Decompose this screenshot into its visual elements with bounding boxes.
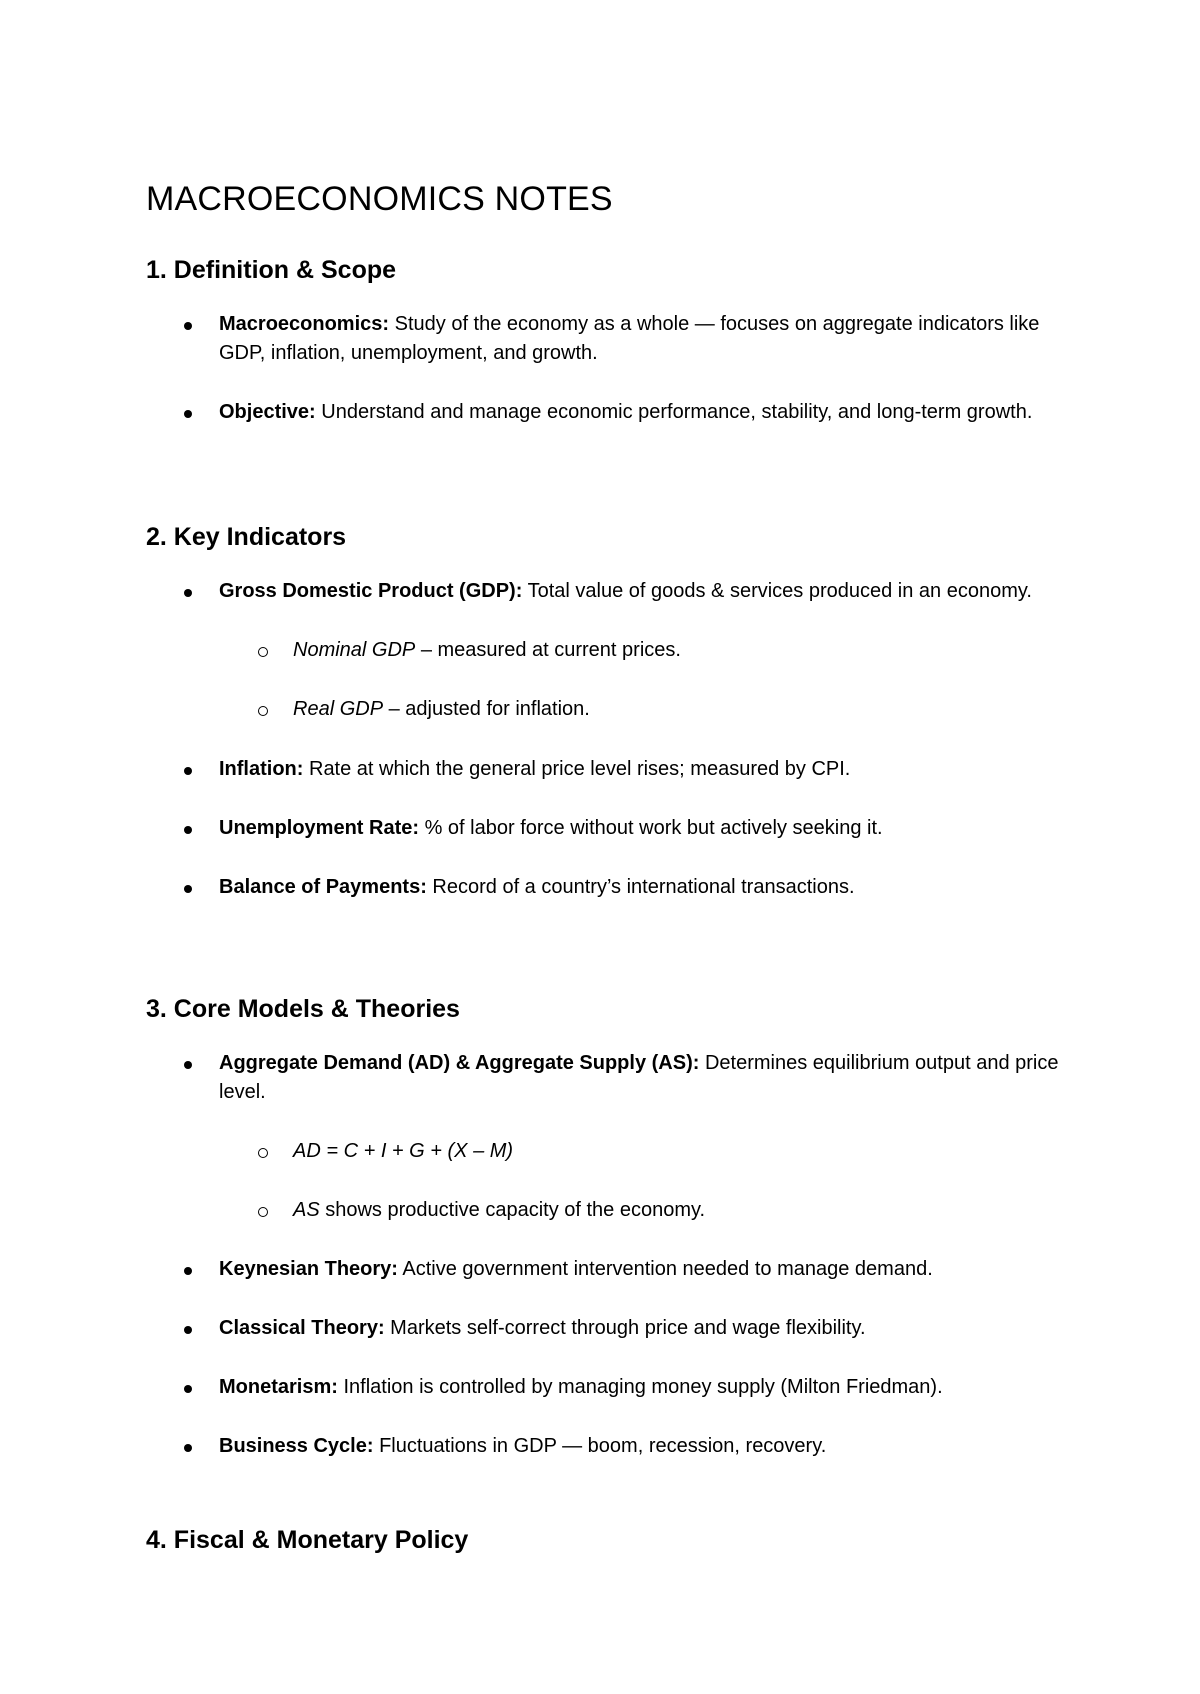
sub-item-emphasis: AS [293, 1199, 320, 1221]
bullet-icon [184, 410, 192, 418]
list-item [146, 1255, 1076, 1284]
sub-item-emphasis: Nominal GDP [293, 639, 416, 661]
bullet-icon [184, 767, 192, 775]
item-term: Objective: [219, 401, 316, 423]
list-item [146, 814, 1076, 843]
section-key-indicators [146, 522, 1076, 902]
list-item [146, 1314, 1076, 1343]
bullet-list [146, 755, 1076, 902]
hollow-bullet-icon [258, 706, 268, 716]
sub-list-item [146, 1196, 1076, 1225]
section-heading: 1. Definition & Scope [146, 256, 397, 284]
bullet-icon [184, 1326, 192, 1334]
item-text: Markets self-correct through price and wage flexibility. [384, 1317, 866, 1339]
item-term: Gross Domestic Product (GDP): [219, 580, 523, 602]
bullet-icon [184, 1061, 192, 1069]
sub-item-text: – measured at current prices. [415, 639, 681, 661]
item-text: Record of a country’s international transactions. [426, 876, 855, 898]
section-core-models [146, 994, 1076, 1461]
hollow-bullet-icon [258, 647, 268, 657]
item-text: % of labor force without work but actively seeking it. [419, 817, 883, 839]
item-term: Keynesian Theory: [219, 1258, 398, 1280]
item-term: Classical Theory: [219, 1317, 385, 1339]
section-fiscal-monetary [146, 1525, 1076, 1555]
item-text: Active government intervention needed to manage demand. [397, 1258, 933, 1280]
item-term: Unemployment Rate: [219, 817, 420, 839]
sub-item-emphasis: Real GDP [293, 698, 384, 720]
sub-item-text: shows productive capacity of the economy. [319, 1199, 706, 1221]
sub-list-item [146, 695, 1076, 724]
section-heading: 2. Key Indicators [146, 523, 347, 551]
bullet-icon [184, 885, 192, 893]
bullet-list [146, 1255, 1076, 1461]
list-item [146, 873, 1076, 902]
sub-item-emphasis: AD = C + I + G + (X – M) [293, 1140, 514, 1162]
hollow-bullet-icon [258, 1207, 268, 1217]
item-text: Total value of goods & services produced in an economy. [522, 580, 1032, 602]
hollow-bullet-icon [258, 1148, 268, 1158]
item-text: Fluctuations in GDP — boom, recession, recovery. [373, 1435, 827, 1457]
bullet-icon [184, 826, 192, 834]
item-term: Aggregate Demand (AD) & Aggregate Supply (AS): [219, 1052, 700, 1074]
document-title: MACROECONOMICS NOTES [146, 180, 613, 218]
item-term: Balance of Payments: [219, 876, 427, 898]
list-item [146, 398, 1076, 427]
bullet-icon [184, 1444, 192, 1452]
item-term: Inflation: [219, 758, 304, 780]
bullet-icon [184, 1385, 192, 1393]
list-item [146, 1049, 1076, 1107]
section-heading: 3. Core Models & Theories [146, 995, 460, 1023]
item-term: Macroeconomics: [219, 313, 390, 335]
list-item [146, 1373, 1076, 1402]
item-text: Understand and manage economic performance, stability, and long-term growth. [315, 401, 1033, 423]
item-text: Rate at which the general price level rises; measured by CPI. [303, 758, 851, 780]
sub-list-item [146, 1137, 1076, 1166]
sub-item-text: – adjusted for inflation. [383, 698, 590, 720]
list-item [146, 577, 1076, 606]
bullet-icon [184, 1267, 192, 1275]
item-text: Study of the economy as a whole — focuses on aggregate indicators like GDP, inflation, unemployment, and growth. [219, 313, 1040, 364]
bullet-list [146, 577, 1076, 606]
bullet-list [146, 1049, 1076, 1107]
bullet-list [146, 310, 1076, 427]
item-text: Determines equilibrium output and price level. [219, 1052, 1059, 1103]
section-heading: 4. Fiscal & Monetary Policy [146, 1526, 469, 1554]
section-definition-scope [146, 255, 1076, 427]
item-text: Inflation is controlled by managing money supply (Milton Friedman). [337, 1376, 943, 1398]
bullet-icon [184, 589, 192, 597]
sub-list-item [146, 636, 1076, 665]
list-item [146, 1432, 1076, 1461]
item-term: Monetarism: [219, 1376, 338, 1398]
list-item [146, 310, 1076, 368]
item-term: Business Cycle: [219, 1435, 374, 1457]
bullet-icon [184, 322, 192, 330]
list-item [146, 755, 1076, 784]
